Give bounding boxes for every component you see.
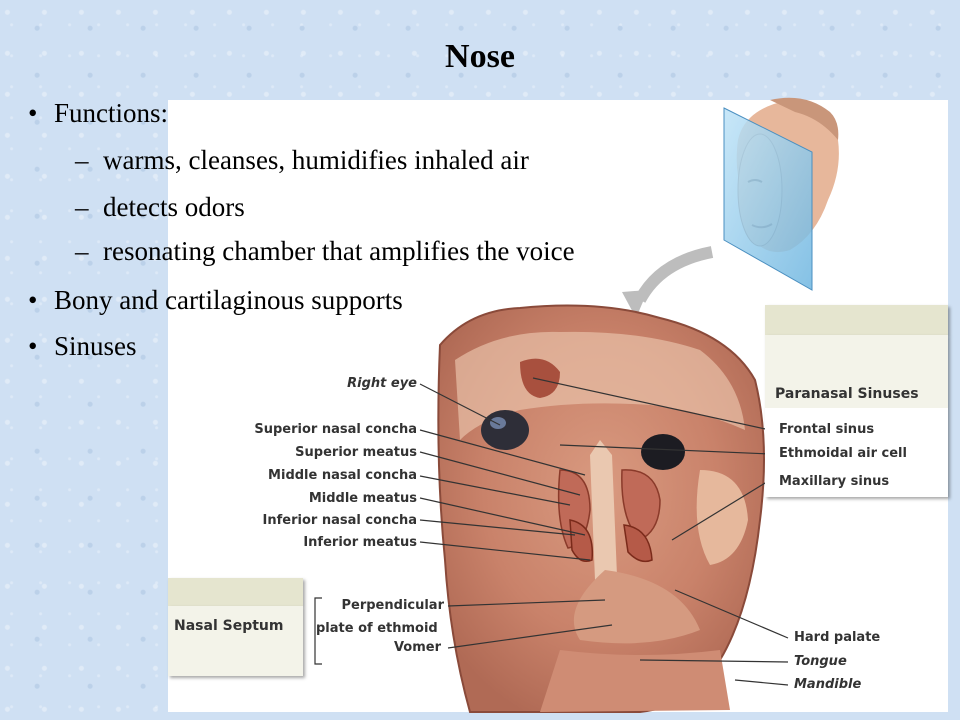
bullet-text: Functions: [54, 98, 169, 128]
label-inferior-meatus: Inferior meatus [303, 535, 417, 550]
dash-marker: – [75, 145, 89, 175]
bullet-marker: • [28, 98, 38, 128]
label-frontal-sinus: Frontal sinus [779, 422, 875, 437]
label-ethmoidal-air-cell: Ethmoidal air cell [779, 446, 907, 461]
bullet-text: warms, cleanses, humidifies inhaled air [103, 145, 529, 175]
label-vomer: Vomer [393, 640, 441, 655]
septum-box-header [168, 578, 303, 606]
bullet-marker: • [28, 285, 38, 315]
sub-bullet-warms [75, 145, 529, 176]
slide-title: Nose [445, 38, 515, 75]
bullet-text: Bony and cartilaginous supports [54, 285, 403, 315]
dash-marker: – [75, 236, 89, 266]
bullet-text: resonating chamber that amplifies the voice [103, 236, 575, 266]
bullet-functions [28, 98, 168, 129]
label-superior-nasal-concha: Superior nasal concha [254, 422, 417, 437]
label-inferior-nasal-concha: Inferior nasal concha [262, 513, 417, 528]
sub-bullet-resonating [75, 236, 575, 267]
label-middle-meatus: Middle meatus [308, 491, 417, 506]
dash-marker: – [75, 192, 89, 222]
label-plate-of-ethmoid: plate of ethmoid [316, 621, 438, 636]
sub-bullet-odors [75, 192, 245, 223]
bullet-marker: • [28, 331, 38, 361]
label-right-eye: Right eye [347, 376, 417, 391]
label-middle-nasal-concha: Middle nasal concha [268, 468, 417, 483]
label-tongue: Tongue [794, 654, 847, 669]
paranasal-box-header [765, 305, 948, 335]
label-mandible: Mandible [794, 677, 862, 692]
bullet-text: Sinuses [54, 331, 137, 361]
bullet-sinuses [28, 331, 137, 362]
septum-box [168, 606, 303, 676]
label-perpendicular: Perpendicular [341, 598, 444, 613]
paranasal-box-title: Paranasal Sinuses [775, 386, 919, 402]
bullet-supports [28, 285, 403, 316]
bullet-text: detects odors [103, 192, 245, 222]
label-maxillary-sinus: Maxillary sinus [779, 474, 890, 489]
label-superior-meatus: Superior meatus [295, 445, 417, 460]
label-hard-palate: Hard palate [794, 630, 881, 645]
septum-box-title: Nasal Septum [174, 618, 284, 634]
